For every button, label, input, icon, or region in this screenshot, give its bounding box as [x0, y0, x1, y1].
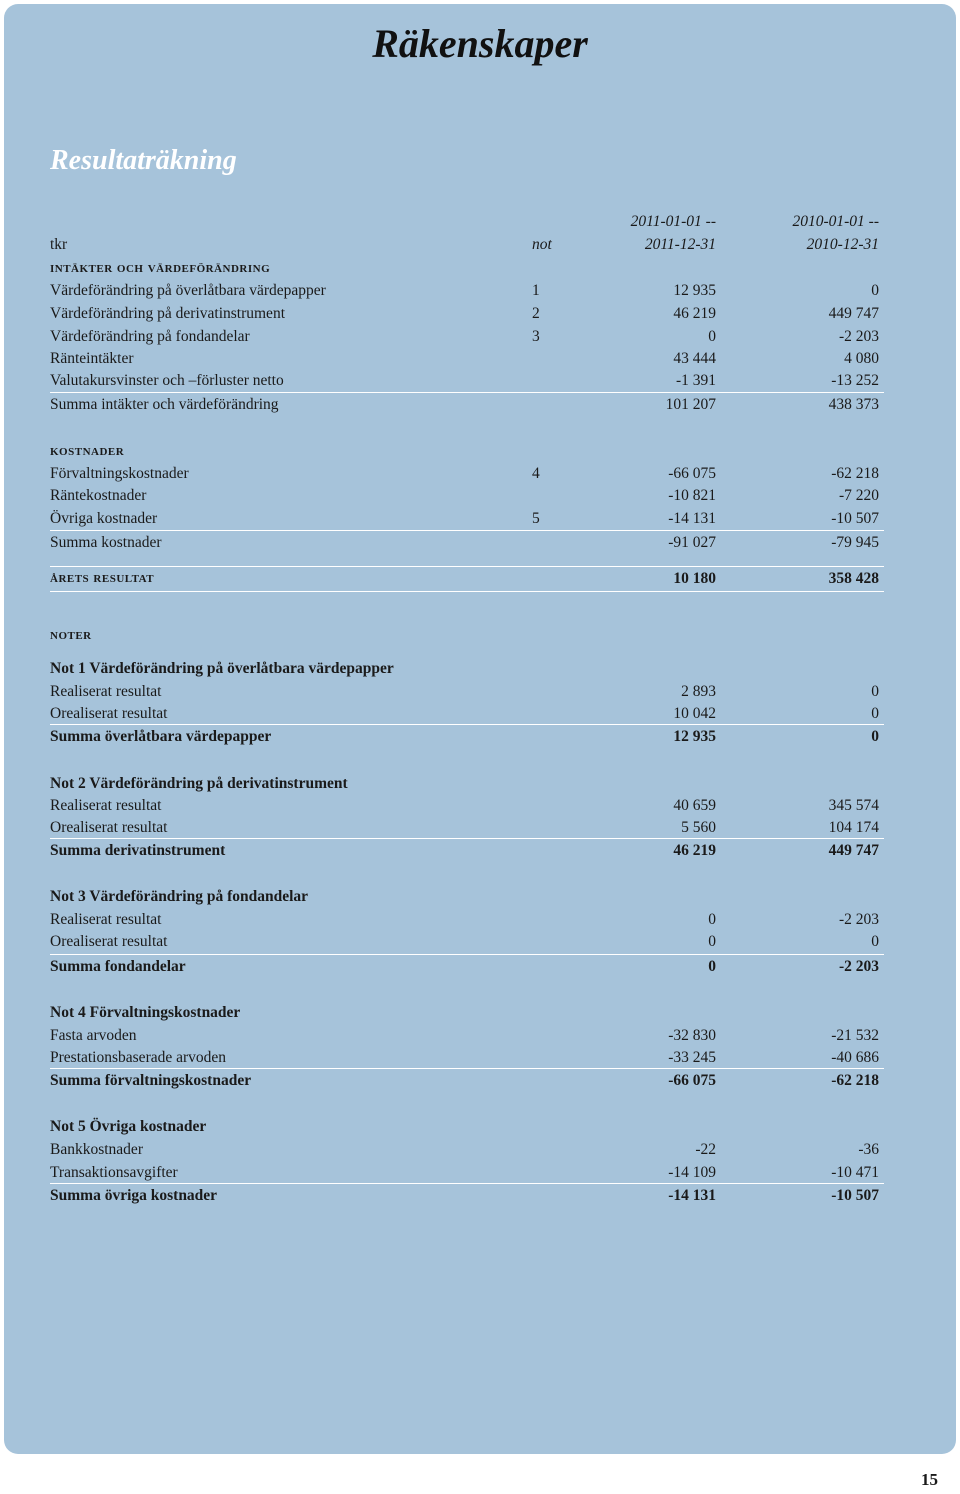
row-value-2011: -66 075 — [668, 465, 716, 482]
row-value-2011: -1 391 — [675, 372, 716, 389]
row-label: Realiserat resultat — [50, 911, 162, 928]
table-row — [50, 1161, 884, 1184]
table-row — [50, 507, 884, 530]
notes-heading: noter — [50, 627, 92, 643]
row-note: 1 — [532, 282, 540, 299]
row-value-2011: 46 219 — [673, 305, 716, 322]
period2-to: 2010-12-31 — [806, 236, 879, 253]
total-label: Summa förvaltningskostnader — [50, 1072, 252, 1089]
row-note: 4 — [532, 465, 540, 482]
row-value-2011: 12 935 — [673, 282, 716, 299]
total-value-2010: 0 — [871, 728, 879, 745]
row-label: Bankkostnader — [50, 1141, 143, 1158]
row-value-2010: 0 — [871, 683, 879, 700]
total-value-2010: 449 747 — [828, 842, 879, 859]
income-heading-row — [50, 257, 884, 280]
table-row — [50, 347, 884, 370]
row-label: Värdeförändring på fondandelar — [50, 328, 250, 345]
row-label: Orealiserat resultat — [50, 705, 168, 722]
row-value-2010: -2 203 — [838, 328, 879, 345]
row-label: Övriga kostnader — [50, 510, 158, 527]
total-label: Summa derivatinstrument — [50, 842, 226, 859]
row-value-2010: 345 574 — [828, 797, 879, 814]
total-value-2010: -10 507 — [831, 1187, 879, 1204]
row-value-2010: -2 203 — [838, 911, 879, 928]
row-label: Realiserat resultat — [50, 797, 162, 814]
total-value-2011: 12 935 — [673, 728, 716, 745]
period1-from: 2011-01-01 -- — [630, 213, 716, 230]
total-value-2011: 101 207 — [665, 396, 716, 413]
total-value-2011: -66 075 — [668, 1072, 716, 1089]
row-value-2010: -21 532 — [831, 1027, 879, 1044]
total-value-2011: -14 131 — [668, 1187, 716, 1204]
column-header-row — [50, 233, 884, 256]
row-value-2010: -40 686 — [831, 1049, 879, 1066]
total-value-2011: 0 — [708, 958, 716, 975]
table-row — [50, 930, 884, 953]
table-row — [50, 1046, 884, 1069]
row-label: Orealiserat resultat — [50, 933, 168, 950]
row-value-2010: 449 747 — [828, 305, 879, 322]
period2-from: 2010-01-01 -- — [792, 213, 879, 230]
note-total-row — [50, 1069, 884, 1092]
note-total-row — [50, 725, 884, 748]
row-label: Realiserat resultat — [50, 683, 162, 700]
result-row — [50, 567, 884, 590]
row-label: Transaktionsavgifter — [50, 1164, 178, 1181]
result-value-2011: 10 180 — [673, 570, 716, 587]
total-value-2011: 46 219 — [673, 842, 716, 859]
total-label: Summa kostnader — [50, 534, 162, 551]
row-value-2011: -14 109 — [668, 1164, 716, 1181]
table-row — [50, 325, 884, 348]
row-label: Valutakursvinster och –förluster netto — [50, 372, 284, 389]
income-total-row — [50, 393, 884, 416]
row-label: Ränteintäkter — [50, 350, 134, 367]
total-label: Summa överlåtbara värdepapper — [50, 728, 272, 745]
note-title-row — [50, 1115, 884, 1138]
row-value-2011: -14 131 — [668, 510, 716, 527]
total-value-2010: -62 218 — [831, 1072, 879, 1089]
costs-heading: kostnader — [50, 443, 125, 459]
row-value-2011: 5 560 — [681, 819, 716, 836]
row-value-2010: 0 — [871, 282, 879, 299]
row-value-2011: 40 659 — [673, 797, 716, 814]
costs-total-row — [50, 531, 884, 554]
row-value-2011: -10 821 — [668, 487, 716, 504]
row-value-2010: -36 — [858, 1141, 879, 1158]
note-title: Not 1 Värdeförändring på överlåtbara värdepapper — [50, 660, 394, 677]
row-value-2011: 0 — [708, 911, 716, 928]
table-row — [50, 680, 884, 703]
unit-label: tkr — [50, 236, 68, 253]
page-title: Räkenskaper — [372, 21, 588, 66]
table-row — [50, 302, 884, 325]
row-value-2011: -32 830 — [668, 1027, 716, 1044]
result-label: årets resultat — [50, 570, 155, 586]
table-row — [50, 1024, 884, 1047]
row-value-2011: -33 245 — [668, 1049, 716, 1066]
row-value-2011: 0 — [708, 933, 716, 950]
table-row — [50, 279, 884, 302]
section-title: Resultaträkning — [50, 145, 237, 176]
table-row — [50, 462, 884, 485]
row-value-2010: 0 — [871, 933, 879, 950]
note-title: Not 2 Värdeförändring på derivatinstrument — [50, 775, 348, 792]
row-value-2010: 0 — [871, 705, 879, 722]
result-value-2010: 358 428 — [828, 570, 879, 587]
row-value-2010: -10 471 — [831, 1164, 879, 1181]
row-label: Fasta arvoden — [50, 1027, 137, 1044]
note-title-row — [50, 1001, 884, 1024]
note-title-row — [50, 657, 884, 680]
row-value-2010: -10 507 — [831, 510, 879, 527]
note-total-row — [50, 839, 884, 862]
row-label: Förvaltningskostnader — [50, 465, 189, 482]
note-title: Not 4 Förvaltningskostnader — [50, 1004, 241, 1021]
total-value-2010: -79 945 — [831, 534, 879, 551]
notes-heading-row — [50, 624, 884, 647]
period-from-row — [50, 210, 884, 233]
row-note: 2 — [532, 305, 540, 322]
income-heading: intäkter och värdeförändring — [50, 260, 271, 276]
row-value-2011: 43 444 — [673, 350, 716, 367]
table-row — [50, 794, 884, 817]
table-row — [50, 908, 884, 931]
row-label: Värdeförändring på överlåtbara värdepapper — [50, 282, 326, 299]
row-label: Räntekostnader — [50, 487, 147, 504]
total-value-2010: -2 203 — [838, 958, 879, 975]
note-title: Not 3 Värdeförändring på fondandelar — [50, 888, 309, 905]
row-note: 5 — [532, 510, 540, 527]
row-value-2011: 2 893 — [681, 683, 716, 700]
note-title-row — [50, 885, 884, 908]
costs-heading-row — [50, 440, 884, 463]
note-total-row — [50, 1184, 884, 1207]
row-label: Värdeförändring på derivatinstrument — [50, 305, 285, 322]
table-row — [50, 816, 884, 839]
total-value-2010: 438 373 — [828, 396, 879, 413]
row-label: Orealiserat resultat — [50, 819, 168, 836]
note-total-row — [50, 955, 884, 978]
total-label: Summa intäkter och värdeförändring — [50, 396, 279, 413]
table-row — [50, 702, 884, 725]
row-value-2011: 10 042 — [673, 705, 716, 722]
row-value-2010: 4 080 — [844, 350, 879, 367]
row-value-2011: 0 — [708, 328, 716, 345]
table-row — [50, 369, 884, 392]
table-row — [50, 1138, 884, 1161]
total-label: Summa övriga kostnader — [50, 1187, 218, 1204]
table-row — [50, 484, 884, 507]
row-value-2010: -7 220 — [838, 487, 879, 504]
total-label: Summa fondandelar — [50, 958, 186, 975]
page-number: 15 — [921, 1470, 938, 1489]
total-value-2011: -91 027 — [668, 534, 716, 551]
note-column-label: not — [532, 236, 552, 253]
row-value-2011: -22 — [695, 1141, 716, 1158]
row-label: Prestationsbaserade arvoden — [50, 1049, 227, 1066]
row-note: 3 — [532, 328, 540, 345]
note-title: Not 5 Övriga kostnader — [50, 1118, 207, 1135]
note-title-row — [50, 772, 884, 795]
row-value-2010: -62 218 — [831, 465, 879, 482]
row-value-2010: 104 174 — [828, 819, 879, 836]
period1-to: 2011-12-31 — [644, 236, 716, 253]
row-value-2010: -13 252 — [831, 372, 879, 389]
